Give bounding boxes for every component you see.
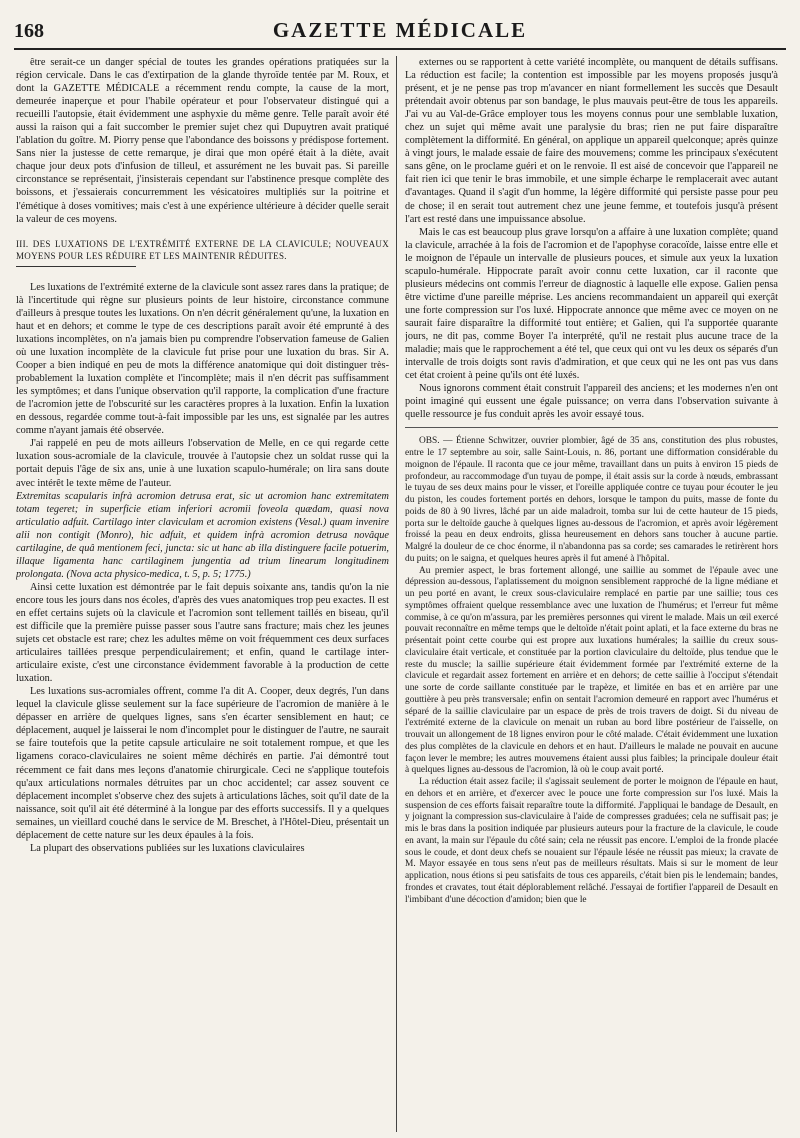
observation-paragraph: OBS. — Étienne Schwitzer, ouvrier plombier, âgé de 35 ans, constitution des plus robustes, entre le 17 septembre au soir, salle Saint-Louis, n. 86, portant une difformation considérable du moignon de l'épaule. Il raconta que ce jour même, travaillant dans un puits à environ 15 pieds de profondeur, au raccommodage d'un tuyau de pompe, il était assis sur la corde à nœuds, embrassant le tuyau de ses deux mains pour le visser, et l'oreille appliquée contre ce tuyau pour écouter le jeu du piston, les coudes fortement portés en dehors, lorsque le tampon du puits, masse de fonte du poids de 80 à 90 livres, lâché par un aide maladroit, tomba sur lui de cette hauteur de 15 pieds, porta sur le deltoïde gauche à quelques lignes au-dessous de l'acromion, et après avoir légèrement froissé la peau en deux endroits, glissa heureusement en dehors sans toucher à aucune partie. Malgré la douleur de ce choc énorme, il n'abandonna pas sa corde; ses camarades le retirèrent hors du puits; on le saigna, et quelques heures après il fut amené à l'hôpital. (405, 436, 778, 564)
paragraph: Mais le cas est beaucoup plus grave lorsqu'on a affaire à une luxation complète; quand la clavicule, arrachée à la fois de l'acromion et de l'apophyse coracoïde, laisse entre elle et le moignon de l'épaule un intervalle de plusieurs pouces, et simule aux yeux la luxation scapulo-humérale. Hippocrate paraît avoir connu cette luxation, car il raconte que plusieurs médecins ont commis l'erreur de diagnostic à laquelle elle expose. Galien pensa être victime d'une pareille méprise. Les anciens recommandaient un appareil qui exerçât une forte compression sur l'os luxé. Hippocrate annonce que même avec ce moyen on ne saurait faire disparaître la difformité tout entière; et Galien, qui l'a supportée quarante jours, ne dit pas, comme Boyer l'a interprété, qu'il ne restait plus aucune trace de la maladie; mais que le rapprochement a été tel, que ceux qui ont vu les deux os séparés d'un intervalle de trois doigts sont ravis d'admiration, et que ceux qui ne les ont pas vus dans cet état croient à peine qu'ils ont été luxés. (405, 226, 778, 382)
paragraph: La plupart des observations publiées sur les luxations claviculaires (30, 842, 305, 854)
latin-quotation: Extremitas scapularis infrà acromion detrusa erat, sic ut acromion hanc extremitatem totam tegeret; in superficie etiam inferiori acromii foveola quædam, quasi nova articulatio adfuit. Cartilago inter claviculam et acromion existens (Vesal.) quam invenire alii non contigit (Monro), hic adfuit, et quidem infrà acromion detrusa novâque cartilagine, de quâ mentionem feci, juncta: sic ut hanc ab illa distinguere facile potuerim, illaque ligamenta hanc cartilaginem jungentia ad trium linearum longitudinem prolongata. (Nova acta physico-medica, t. 5, p. 5; 1775.) (16, 490, 389, 580)
right-column (405, 56, 778, 1132)
column-divider (396, 56, 397, 1132)
paragraph: Nous ignorons comment était construit l'appareil des anciens; et les modernes n'en ont point imaginé qui eussent une égale puissance; on verra dans l'observation suivante à quelle ressource je fus conduit après les avoir essayé tous. (405, 383, 778, 421)
journal-title: GAZETTE MÉDICALE (272, 18, 528, 42)
page-header (14, 14, 786, 50)
paragraph: J'ai rappelé en peu de mots ailleurs l'observation de Melle, en ce qui regarde cette luxation sous-acromiale de la clavicule, trouvée à l'autopsie chez un soldat russe qui la portait depuis l'âge de six ans, unie à une luxation scapulo-humérale; on lira sans doute avec intérêt le texte même de l'auteur. (16, 438, 389, 489)
paragraph: Les luxations de l'extrémité externe de la clavicule sont assez rares dans la pratique; de là l'incertitude qui règne sur plusieurs points de leur histoire, circonstance commune d'ailleurs à presque toutes les luxations. On n'en décrit généralement qu'une, la luxation en haut et en dehors; et comme le type de ces descriptions paraît avoir été emprunté à des luxations incomplètes, on n'a jamais bien pu comprendre l'observation fameuse de Galien où une luxation incomplète de la clavicule fut prise pour une luxation du bras. Sir A. Cooper a bien indiqué en peu de mots la différence anatomique qui doit distinguer très-probablement la luxation complète et l'incomplète; mais il n'en décrit pas suffisamment les symptômes; et dans l'unique observation qu'il rapporte, la complication d'une fracture de l'acromion jette de l'obscurité sur les caractères propres à la luxation. Enfin la luxation en dessous, regardée comme tout-à-fait impossible par les uns, est signalée par les autres comme n'ayant jamais été observée. (16, 281, 389, 437)
paragraph: être serait-ce un danger spécial de toutes les grandes opérations pratiquées sur la région cervicale. Dans le cas d'extirpation de la glande thyroïde tentée par M. Roux, et dont la GAZETTE MÉDICALE a récemment rendu compte, la cause de la mort, demeurée inaperçue et pour l'habile opérateur et pour l'observateur distingué qui a recueilli l'autopsie, était évidemment une asphyxie du même genre. Telle paraît avoir été aussi la raison qui a fait succomber le premier sujet chez qui Dupuytren avait pratiqué l'ablation du goître. M. Piorry pense que l'abondance des boissons y prédispose fortement. Sans nier la justesse de cette remarque, je dirai que mon opéré était à la diète, avait chaque jour deux pots d'infusion de tilleul, et assurément ne les buvait pas. Si pareille circonstance se représentait, j'insisterais cependant sur l'abstinence presque complète des boissons, et j'essaierais concurremment les vésicatoires multipliés sur la poitrine et l'émétique à doses vomitives; mais c'est à une expérience ultérieure à décider quelle serait la valeur de ces moyens. (16, 57, 389, 225)
left-column (16, 56, 389, 1132)
page-number: 168 (14, 20, 44, 42)
paragraph: externes ou se rapportent à cette variété incomplète, ou manquent de détails suffisans. La réduction est facile; la contention est impossible par les moyens proposés jusqu'à présent, et je ne pense pas trop m'avancer en niant formellement les succès que Desault prétendait avoir obtenus par son bandage, le plus mauvais peut-être de tous les appareils. J'ai vu au Val-de-Grâce employer tous les moyens connus pour une semblable luxation, chez un sujet qui même avait une paralysie du bras; rien ne put faire disparaître complètement la difformité. En général, on applique un appareil quelconque; après quinze à vingt jours, le malade essaie de faire des mouvemens; comme les principaux s'exécutent sans gêne, on le proclame guéri et on le renvoie. Il est aisé de concevoir que l'appareil ne fait rien ici que tenir le bras immobile, et une simple écharpe le remplacerait avec autant d'avantages. Quand il s'agit d'un homme, la légère difformité qui persiste passe pour peu de chose; il en serait tout autrement chez une jeune femme, et toutefois jusqu'à présent l'art est resté dans une impuissance absolue. (405, 57, 778, 225)
paragraph: Ainsi cette luxation est démontrée par le fait depuis soixante ans, tandis qu'on la nie encore tous les jours dans nos écoles, d'après des vues anatomiques trop peu exactes. Il est en effet certains sujets où la clavicule et l'acromion sont tellement taillés en biseau, qu'il est difficile que la première puisse passer sous l'autre sans fracture; mais chez les jeunes sujets cet obstacle est rare; chez les adultes même on voit fréquemment ces deux surfaces articulaires taillées presque perpendiculairement; et enfin, quand le cartilage inter-articulaire existe, c'est une circonstance évidemment favorable à la production de cette luxation. (16, 581, 389, 685)
separator-line (405, 427, 778, 428)
observation-paragraph: La réduction était assez facile; il s'agissait seulement de porter le moignon de l'épaule en haut, en dehors et en arrière, et d'exercer avec le pouce une forte compression sur l'os luxé. Mais la suspension de ces efforts faisait reparaître toute la difformité. J'appliquai le bandage de Desault, en y joignant la compression sus-claviculaire à l'aide de compresses graduées; cela ne suffisait pas; je mis le bras dans la position indiquée par plusieurs auteurs pour la fracture de la clavicule, le coude en avant, la main sur l'épaule du côté sain; cela ne réussit pas encore. L'emploi de la fronde placée sous le coude, et dont deux chefs se nouaient sur l'épaule lésée ne réussit pas mieux; la cravate de M. Mayor essayée en tous sens n'eut pas de meilleurs résultats. Mais si sur le moment de leur application, nous étions si peu satisfaits de tous ces appareils, c'était bien pis le lendemain; bandes, frondes et cravates, tout était déplorablement relâché. J'essayai de fortifier l'appareil de Desault en l'imbibant d'une décoction d'amidon; bien que le (405, 777, 778, 905)
observation-paragraph: Au premier aspect, le bras fortement allongé, une saillie au sommet de l'épaule avec une dépression au-dessous, l'aplatissement du moignon sensiblement rapproché de la ligne médiane et un peu porté en avant, le creux sous-claviculaire remplacé en partie par une saillie; tous ces symptômes offraient quelque ressemblance avec une luxation de l'humérus; et l'erreur fut même commise, à ce qu'on m'assura, par les premières personnes qui virent le malade. Mais un œil exercé pouvait reconnaître en même temps que le deltoïde n'était point aplati, et la face externe du bras ne présentait point cette courbe qui est propre aux luxations humérales; la saillie du creux sous-claviculaire était verticale, et constituée par la portion claviculaire du deltoïde, plus tendue que le reste du muscle; la saillie supérieure était évidemment formée par l'extrémité externe de la clavicule et regardait assez fortement en arrière et en dehors; de cette saillie à l'occiput s'étendait une sorte de corde saillante constituée par le trapèze, et limitée en bas et en arrière par une gouttière à peu près transversale; enfin on sentait l'acromion demeuré en rapport avec l'humérus et séparé de la saillie claviculaire par un espace de près de trois travers de doigt. Si du niveau de l'extrémité externe de la clavicule on menait un ruban au bord libre postérieur de l'aisselle, on trouvait un allongement de 18 lignes environ pour le côté malade. C'était évidemment une luxation des plus complètes de la clavicule en dehors et en haut. D'ailleurs le malade ne pouvait en aucune façon lever le membre; les autres mouvemens étaient aussi plus faibles; la principale douleur était à quelques lignes au-dessous de l'acromion, là où le coup avait porté. (405, 565, 778, 776)
section-title: III. DES LUXATIONS DE L'EXTRÉMITÉ EXTERNE DE LA CLAVICULE; NOUVEAUX MOYENS POUR LES RÉDUIRE ET LES MAINTENIR RÉDUITES. (16, 238, 389, 269)
paragraph: Les luxations sus-acromiales offrent, comme l'a dit A. Cooper, deux degrés, l'un dans lequel la clavicule glisse seulement sur la face supérieure de l'acromion de manière à le dépasser en arrière de quelques lignes, sans s'en écarter sensiblement en haut; ce déplacement, auquel je laisserai le nom d'incomplet pour le distinguer de l'autre, ne saurait se faire toutefois que la petite capsule articulaire ne soit totalement rompue, et que les ligamens coraco-claviculaires ne soient même déchirés en partie. J'ai démontré tout récemment ce fait dans mes leçons d'anatomie chirurgicale. Ceci ne s'applique toutefois qu'aux articulations normales détruites par un choc accidentel; car assez souvent ce déplacement incomplet s'observe chez des sujets à articulations lâches, soit qu'il date de la naissance, soit qu'il ait été déterminé à la longue par des efforts successifs. Il y a quelques semaines, un vieillard couché dans le service de M. Breschet, à l'Hôtel-Dieu, présentait un déplacement de cette nature sur les deux épaules à la fois. (16, 686, 389, 841)
